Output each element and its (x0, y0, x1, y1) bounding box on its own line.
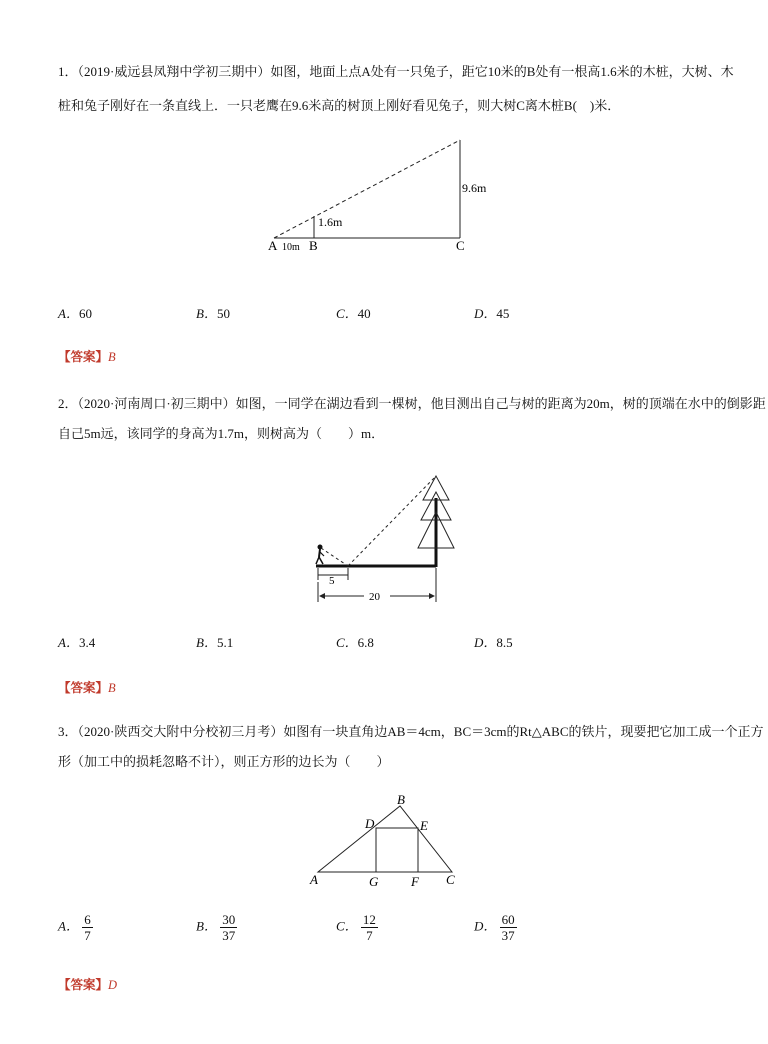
q3-square (376, 828, 418, 872)
q1-option-d[interactable]: D．45 (474, 306, 510, 321)
q2-figure (308, 468, 468, 604)
q3-option-b-fraction: $\frac{30}{37}$ (222, 912, 236, 943)
q3-label-f: F (411, 874, 419, 889)
q3-label-g: G (369, 874, 379, 889)
q3-label-e: E (420, 818, 428, 833)
q2-answer: 【答案】B (58, 680, 116, 695)
q1-option-a[interactable]: A．60 (58, 306, 92, 321)
q3-label-c: C (446, 872, 455, 887)
q3-answer: 【答案】D (58, 977, 118, 992)
q3-label-a: A (310, 872, 318, 887)
q2-dim-short: 5 (329, 575, 335, 587)
q1-figure (262, 132, 502, 257)
q3-option-d[interactable]: D． $\frac{60}{37}$ (474, 912, 515, 943)
q2-text-line1: 2．（2020·河南周口·初三期中）如图，一同学在湖边看到一棵树，他目测出自己与树的距离为20m，树的顶端在水中的倒影距 (58, 396, 766, 411)
q2-text-line2: 自己5m远，该同学的身高为1.7m，则树高为（ ）m． (58, 426, 385, 441)
q1-option-b[interactable]: B．50 (196, 306, 230, 321)
q3-text-line2: 形（加工中的损耗忽略不计），则正方形的边长为（ ） (58, 754, 390, 769)
q3-option-d-fraction: $\frac{60}{37}$ (501, 912, 515, 943)
q1-text-line2: 桩和兔子刚好在一条直线上．一只老鹰在9.6米高的树顶上刚好看见兔子，则大树C离木桩B( )米． (58, 98, 621, 113)
q3-option-c-fraction: $\frac{12}{7}$ (362, 912, 376, 943)
q2-option-c[interactable]: C．6.8 (336, 635, 374, 650)
q1-label-tree: 9.6m (462, 181, 487, 195)
q1-label-a: A (268, 238, 278, 253)
q3-figure (304, 790, 474, 896)
q2-person-icon (316, 545, 324, 565)
q3-triangle (318, 806, 452, 872)
q2-tree-top (423, 476, 449, 500)
q2-dim-long: 20 (369, 591, 380, 603)
q3-text-line1: 3．（2020·陕西交大附中分校初三月考）如图有一块直角边AB＝4cm，BC＝3cm的Rt△ABC的铁片，现要把它加工成一个正方 (58, 724, 764, 739)
q3-label-b: B (397, 792, 405, 807)
q1-label-c: C (456, 238, 465, 253)
q2-reflection-to-treetop (348, 476, 436, 566)
q2-sight-to-reflection (321, 548, 348, 566)
q3-option-b[interactable]: B． $\frac{30}{37}$ (196, 912, 236, 943)
q3-option-a-fraction: $\frac{6}{7}$ (84, 912, 91, 943)
q1-answer: 【答案】B (58, 349, 116, 364)
q2-option-b[interactable]: B．5.1 (196, 635, 234, 650)
q2-option-a[interactable]: A．3.4 (58, 635, 96, 650)
q1-sight-line (274, 140, 460, 238)
q1-option-c[interactable]: C．40 (336, 306, 371, 321)
q1-label-ab: 10m (282, 242, 300, 253)
q3-option-c[interactable]: C． $\frac{12}{7}$ (336, 912, 376, 943)
q3-label-d: D (365, 816, 375, 831)
q1-label-post: 1.6m (318, 215, 343, 229)
q3-option-a[interactable]: A． $\frac{6}{7}$ (58, 912, 91, 943)
q2-option-d[interactable]: D．8.5 (474, 635, 513, 650)
q1-label-b: B (309, 238, 318, 253)
q1-text-line1: 1．（2019·威远县凤翔中学初三期中）如图，地面上点A处有一只兔子，距它10米的B处有一根高1.6米的木桩，大树、木 (58, 64, 734, 79)
